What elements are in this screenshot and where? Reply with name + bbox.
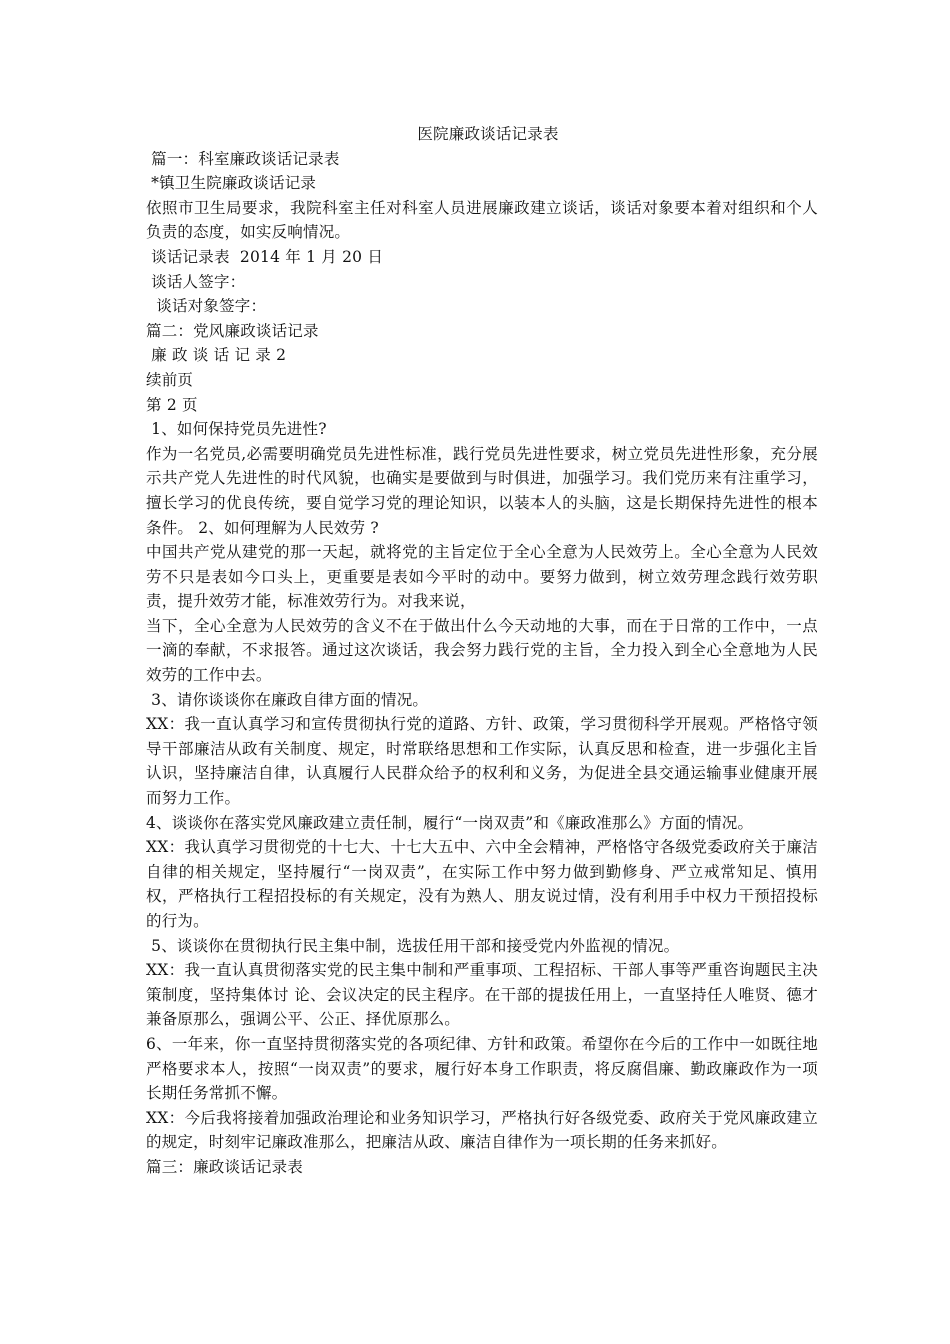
- section-heading-2: 篇二：党风廉政谈话记录: [146, 321, 319, 340]
- paragraph: XX：我一直认真贯彻落实党的民主集中制和严重事项、工程招标、干部人事等严重咨询题民主决策制度，坚持集体讨 论、会议决定的民主程序。在干部的提拔任用上，一直坚持任人唯贤、德才兼备原那么，强调公平、公正、择优原那么。: [146, 961, 818, 1029]
- question: 3、请你谈谈你在廉政自律方面的情况。: [146, 690, 429, 709]
- paragraph: 作为一名党员,必需要明确党员先进性标准，践行党员先进性要求，树立党员先进性形象，充分展示共产党人先进性的时代风貌，也确实是要做到与时俱进，加强学习。我们党历来有注重学习，擅长学习的优良传统，要自觉学习党的理论知识，以装本人的头脑，这是长期保持先进性的根本条件。 2、如何理解为人民效劳 ?: [146, 444, 818, 537]
- document-body: [146, 122, 818, 1180]
- question: 5、谈谈你在贯彻执行民主集中制，选拔任用干部和接受党内外监视的情况。: [146, 936, 680, 955]
- document-title: 医院廉政谈话记录表: [417, 125, 559, 143]
- record-date-line: 谈话记录表 2014 年 1 月 20 日: [146, 247, 384, 266]
- question: 1、如何保持党员先进性?: [146, 420, 327, 439]
- interviewer-signature-label: 谈话人签字：: [146, 272, 246, 291]
- paragraph: XX：我一直认真学习和宣传贯彻执行党的道路、方针、政策，学习贯彻科学开展观。严格恪守领导干部廉洁从政有关制度、规定，时常联络思想和工作实际，认真反思和检查，进一步强化主旨认识，坚持廉洁自律，认真履行人民群众给予的权利和义务，为促进全县交通运输事业健康开展而努力工作。: [146, 715, 818, 808]
- paragraph: XX：今后我将接着加强政治理论和业务知识学习，严格执行好各级党委、政府关于党风廉政建立的规定，时刻牢记廉政准那么，把廉洁从政、廉洁自律作为一项长期的任务来抓好。: [146, 1108, 818, 1152]
- paragraph: 中国共产党从建党的那一天起，就将党的主旨定位于全心全意为人民效劳上。全心全意为人民效劳不只是表如今口头上，更重要是表如今平时的动中。要努力做到，树立效劳理念践行效劳职责，提升效劳才能，标准效劳行为。对我来说，: [146, 543, 818, 611]
- section-heading-3: 篇三：廉政谈话记录表: [146, 1157, 304, 1176]
- subheading: *镇卫生院廉政谈话记录: [146, 174, 317, 193]
- interviewee-signature-label: 谈话对象签字：: [146, 297, 267, 316]
- paragraph: 依照市卫生局要求，我院科室主任对科室人员进展廉政建立谈话，谈话对象要本着对组织和个人负责的态度，如实反响情况。: [146, 198, 818, 242]
- paragraph: 当下，全心全意为人民效劳的含义不在于做出什么今天动地的大事，而在于日常的工作中，一点一滴的奉献，不求报答。通过这次谈话，我会努力践行党的主旨，全力投入到全心全意地为人民效劳的工作中去。: [146, 616, 818, 685]
- page-number-label: 第 2 页: [146, 395, 198, 414]
- question: 4、谈谈你在落实党风廉政建立责任制，履行“一岗双责”和《廉政准那么》方面的情况。: [146, 813, 754, 832]
- subheading: 廉 政 谈 话 记 录 2: [146, 346, 287, 365]
- continued-label: 续前页: [146, 370, 194, 389]
- section-heading-1: 篇一：科室廉政谈话记录表: [146, 149, 340, 168]
- paragraph: XX：我认真学习贯彻党的十七大、十七大五中、六中全会精神，严格恪守各级党委政府关于廉洁自律的相关规定，坚持履行“一岗双责”，在实际工作中努力做到勤修身、严立戒常知足、慎用权，严格执行工程招投标的有关规定，没有为熟人、朋友说过情，没有利用手中权力干预招投标的行为。: [146, 838, 818, 930]
- paragraph: 6、一年来，你一直坚持贯彻落实党的各项纪律、方针和政策。希望你在今后的工作中一如既往地严格要求本人，按照“一岗双责”的要求，履行好本身工作职责，将反腐倡廉、勤政廉政作为一项长期任务常抓不懈。: [146, 1034, 818, 1103]
